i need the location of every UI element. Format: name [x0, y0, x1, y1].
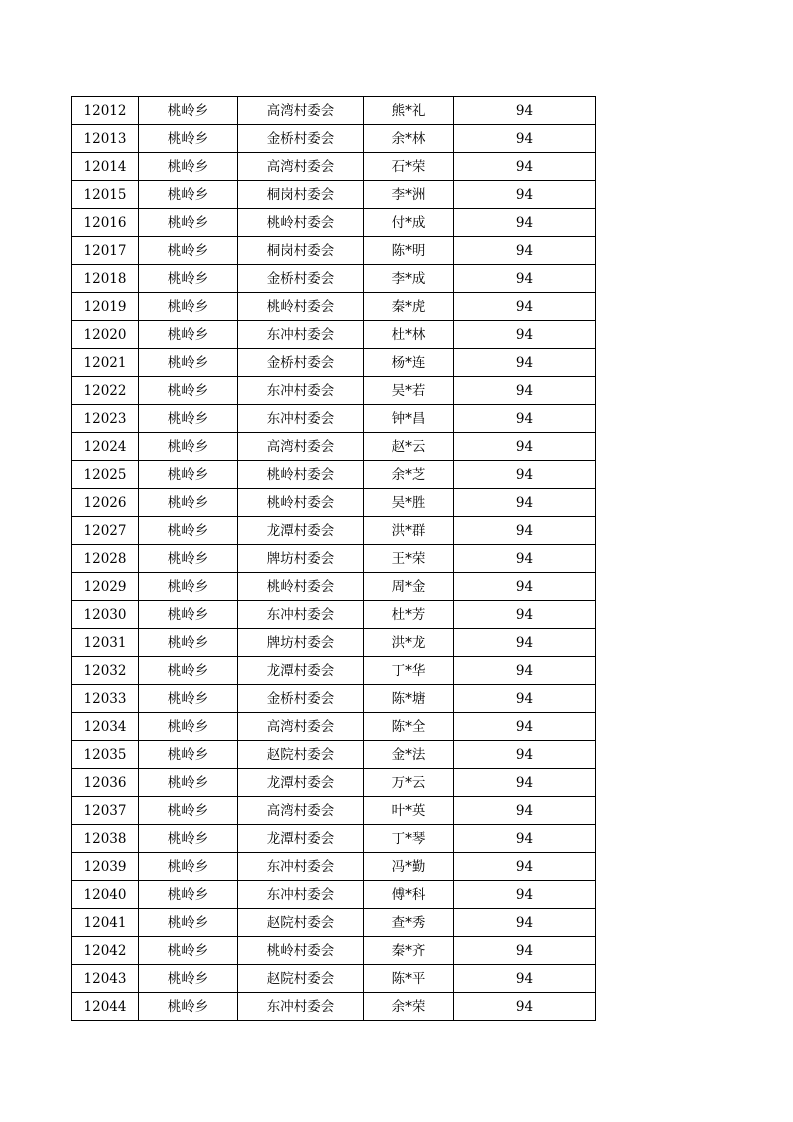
cell-name: 傅*科 — [364, 881, 454, 909]
cell-village-committee: 龙潭村委会 — [238, 769, 364, 797]
cell-id: 12029 — [72, 573, 139, 601]
table-row — [72, 993, 596, 1021]
cell-score: 94 — [454, 573, 596, 601]
cell-village-committee: 高湾村委会 — [238, 97, 364, 125]
cell-score: 94 — [454, 965, 596, 993]
cell-id: 12020 — [72, 321, 139, 349]
cell-id: 12022 — [72, 377, 139, 405]
cell-village-committee: 金桥村委会 — [238, 125, 364, 153]
cell-township: 桃岭乡 — [139, 433, 238, 461]
cell-name: 陈*平 — [364, 965, 454, 993]
cell-score: 94 — [454, 181, 596, 209]
cell-township: 桃岭乡 — [139, 237, 238, 265]
cell-village-committee: 金桥村委会 — [238, 265, 364, 293]
cell-village-committee: 桐岗村委会 — [238, 181, 364, 209]
cell-village-committee: 高湾村委会 — [238, 433, 364, 461]
cell-name: 余*芝 — [364, 461, 454, 489]
cell-score: 94 — [454, 377, 596, 405]
cell-id: 12032 — [72, 657, 139, 685]
table-row — [72, 545, 596, 573]
cell-village-committee: 桃岭村委会 — [238, 293, 364, 321]
cell-id: 12036 — [72, 769, 139, 797]
cell-name: 周*金 — [364, 573, 454, 601]
cell-id: 12041 — [72, 909, 139, 937]
table-row — [72, 433, 596, 461]
table-row — [72, 377, 596, 405]
cell-township: 桃岭乡 — [139, 97, 238, 125]
cell-township: 桃岭乡 — [139, 377, 238, 405]
cell-score: 94 — [454, 545, 596, 573]
cell-score: 94 — [454, 405, 596, 433]
cell-village-committee: 赵院村委会 — [238, 741, 364, 769]
cell-id: 12027 — [72, 517, 139, 545]
cell-village-committee: 桃岭村委会 — [238, 937, 364, 965]
table-row — [72, 461, 596, 489]
cell-name: 洪*龙 — [364, 629, 454, 657]
cell-id: 12031 — [72, 629, 139, 657]
table-row — [72, 489, 596, 517]
cell-village-committee: 东冲村委会 — [238, 377, 364, 405]
cell-score: 94 — [454, 601, 596, 629]
cell-score: 94 — [454, 97, 596, 125]
cell-score: 94 — [454, 909, 596, 937]
cell-name: 陈*塘 — [364, 685, 454, 713]
cell-township: 桃岭乡 — [139, 685, 238, 713]
cell-name: 李*成 — [364, 265, 454, 293]
cell-township: 桃岭乡 — [139, 349, 238, 377]
cell-score: 94 — [454, 349, 596, 377]
cell-village-committee: 龙潭村委会 — [238, 825, 364, 853]
cell-village-committee: 赵院村委会 — [238, 965, 364, 993]
cell-name: 冯*勤 — [364, 853, 454, 881]
table-row — [72, 349, 596, 377]
cell-village-committee: 桃岭村委会 — [238, 489, 364, 517]
cell-score: 94 — [454, 517, 596, 545]
cell-id: 12037 — [72, 797, 139, 825]
table-row — [72, 965, 596, 993]
cell-name: 陈*全 — [364, 713, 454, 741]
cell-village-committee: 高湾村委会 — [238, 797, 364, 825]
cell-score: 94 — [454, 237, 596, 265]
cell-id: 12013 — [72, 125, 139, 153]
cell-village-committee: 牌坊村委会 — [238, 545, 364, 573]
cell-name: 丁*琴 — [364, 825, 454, 853]
cell-village-committee: 东冲村委会 — [238, 993, 364, 1021]
cell-score: 94 — [454, 937, 596, 965]
cell-id: 12044 — [72, 993, 139, 1021]
cell-township: 桃岭乡 — [139, 713, 238, 741]
table-row — [72, 769, 596, 797]
cell-score: 94 — [454, 825, 596, 853]
cell-township: 桃岭乡 — [139, 125, 238, 153]
cell-id: 12039 — [72, 853, 139, 881]
cell-township: 桃岭乡 — [139, 741, 238, 769]
cell-name: 秦*齐 — [364, 937, 454, 965]
cell-village-committee: 赵院村委会 — [238, 909, 364, 937]
table-row — [72, 853, 596, 881]
cell-township: 桃岭乡 — [139, 657, 238, 685]
cell-name: 钟*昌 — [364, 405, 454, 433]
table-row — [72, 181, 596, 209]
cell-score: 94 — [454, 629, 596, 657]
cell-score: 94 — [454, 881, 596, 909]
table-row — [72, 97, 596, 125]
cell-village-committee: 桃岭村委会 — [238, 461, 364, 489]
cell-score: 94 — [454, 125, 596, 153]
cell-township: 桃岭乡 — [139, 321, 238, 349]
cell-name: 王*荣 — [364, 545, 454, 573]
cell-name: 付*成 — [364, 209, 454, 237]
cell-township: 桃岭乡 — [139, 853, 238, 881]
cell-township: 桃岭乡 — [139, 797, 238, 825]
cell-township: 桃岭乡 — [139, 405, 238, 433]
cell-id: 12038 — [72, 825, 139, 853]
cell-score: 94 — [454, 209, 596, 237]
cell-name: 丁*华 — [364, 657, 454, 685]
cell-score: 94 — [454, 769, 596, 797]
cell-township: 桃岭乡 — [139, 181, 238, 209]
cell-score: 94 — [454, 741, 596, 769]
cell-score: 94 — [454, 993, 596, 1021]
cell-score: 94 — [454, 797, 596, 825]
cell-name: 查*秀 — [364, 909, 454, 937]
cell-id: 12035 — [72, 741, 139, 769]
table-row — [72, 713, 596, 741]
table-row — [72, 881, 596, 909]
cell-id: 12026 — [72, 489, 139, 517]
cell-township: 桃岭乡 — [139, 209, 238, 237]
cell-township: 桃岭乡 — [139, 993, 238, 1021]
cell-score: 94 — [454, 433, 596, 461]
cell-name: 余*林 — [364, 125, 454, 153]
cell-village-committee: 桐岗村委会 — [238, 237, 364, 265]
cell-name: 吴*若 — [364, 377, 454, 405]
cell-village-committee: 桃岭村委会 — [238, 573, 364, 601]
table-row — [72, 573, 596, 601]
cell-village-committee: 龙潭村委会 — [238, 517, 364, 545]
cell-name: 赵*云 — [364, 433, 454, 461]
table-row — [72, 629, 596, 657]
cell-score: 94 — [454, 685, 596, 713]
cell-id: 12043 — [72, 965, 139, 993]
cell-township: 桃岭乡 — [139, 965, 238, 993]
cell-name: 金*法 — [364, 741, 454, 769]
cell-id: 12021 — [72, 349, 139, 377]
cell-township: 桃岭乡 — [139, 825, 238, 853]
cell-village-committee: 东冲村委会 — [238, 881, 364, 909]
cell-township: 桃岭乡 — [139, 489, 238, 517]
cell-name: 石*荣 — [364, 153, 454, 181]
cell-township: 桃岭乡 — [139, 573, 238, 601]
cell-village-committee: 高湾村委会 — [238, 713, 364, 741]
cell-score: 94 — [454, 713, 596, 741]
cell-village-committee: 龙潭村委会 — [238, 657, 364, 685]
cell-village-committee: 金桥村委会 — [238, 349, 364, 377]
cell-village-committee: 桃岭村委会 — [238, 209, 364, 237]
cell-id: 12014 — [72, 153, 139, 181]
cell-village-committee: 东冲村委会 — [238, 405, 364, 433]
cell-score: 94 — [454, 853, 596, 881]
cell-village-committee: 东冲村委会 — [238, 853, 364, 881]
cell-village-committee: 牌坊村委会 — [238, 629, 364, 657]
table-row — [72, 909, 596, 937]
table-row — [72, 741, 596, 769]
table-row — [72, 265, 596, 293]
table-row — [72, 237, 596, 265]
cell-score: 94 — [454, 321, 596, 349]
cell-township: 桃岭乡 — [139, 769, 238, 797]
cell-id: 12024 — [72, 433, 139, 461]
cell-village-committee: 东冲村委会 — [238, 601, 364, 629]
table-row — [72, 825, 596, 853]
cell-id: 12017 — [72, 237, 139, 265]
cell-id: 12012 — [72, 97, 139, 125]
cell-name: 杨*连 — [364, 349, 454, 377]
cell-name: 叶*英 — [364, 797, 454, 825]
table-row — [72, 293, 596, 321]
cell-township: 桃岭乡 — [139, 461, 238, 489]
table-body — [72, 97, 596, 1021]
table-row — [72, 685, 596, 713]
table-row — [72, 153, 596, 181]
table-row — [72, 657, 596, 685]
cell-village-committee: 高湾村委会 — [238, 153, 364, 181]
cell-name: 余*荣 — [364, 993, 454, 1021]
cell-name: 秦*虎 — [364, 293, 454, 321]
cell-id: 12018 — [72, 265, 139, 293]
table-row — [72, 321, 596, 349]
cell-id: 12015 — [72, 181, 139, 209]
cell-id: 12019 — [72, 293, 139, 321]
cell-name: 万*云 — [364, 769, 454, 797]
cell-score: 94 — [454, 461, 596, 489]
cell-name: 洪*群 — [364, 517, 454, 545]
cell-township: 桃岭乡 — [139, 881, 238, 909]
cell-score: 94 — [454, 657, 596, 685]
table-row — [72, 125, 596, 153]
cell-name: 李*洲 — [364, 181, 454, 209]
cell-id: 12028 — [72, 545, 139, 573]
table-row — [72, 405, 596, 433]
cell-township: 桃岭乡 — [139, 909, 238, 937]
table-row — [72, 601, 596, 629]
cell-township: 桃岭乡 — [139, 517, 238, 545]
table-row — [72, 517, 596, 545]
cell-id: 12042 — [72, 937, 139, 965]
data-table — [71, 96, 596, 1021]
cell-id: 12023 — [72, 405, 139, 433]
cell-id: 12030 — [72, 601, 139, 629]
cell-id: 12040 — [72, 881, 139, 909]
cell-township: 桃岭乡 — [139, 937, 238, 965]
table-row — [72, 937, 596, 965]
table-row — [72, 209, 596, 237]
cell-name: 杜*芳 — [364, 601, 454, 629]
cell-score: 94 — [454, 489, 596, 517]
cell-id: 12016 — [72, 209, 139, 237]
cell-id: 12025 — [72, 461, 139, 489]
cell-township: 桃岭乡 — [139, 601, 238, 629]
cell-score: 94 — [454, 293, 596, 321]
cell-name: 杜*林 — [364, 321, 454, 349]
cell-name: 熊*礼 — [364, 97, 454, 125]
cell-score: 94 — [454, 265, 596, 293]
cell-village-committee: 东冲村委会 — [238, 321, 364, 349]
table-row — [72, 797, 596, 825]
cell-name: 吴*胜 — [364, 489, 454, 517]
cell-score: 94 — [454, 153, 596, 181]
cell-township: 桃岭乡 — [139, 265, 238, 293]
cell-village-committee: 金桥村委会 — [238, 685, 364, 713]
cell-id: 12034 — [72, 713, 139, 741]
cell-id: 12033 — [72, 685, 139, 713]
cell-name: 陈*明 — [364, 237, 454, 265]
cell-township: 桃岭乡 — [139, 153, 238, 181]
cell-township: 桃岭乡 — [139, 545, 238, 573]
cell-township: 桃岭乡 — [139, 629, 238, 657]
cell-township: 桃岭乡 — [139, 293, 238, 321]
